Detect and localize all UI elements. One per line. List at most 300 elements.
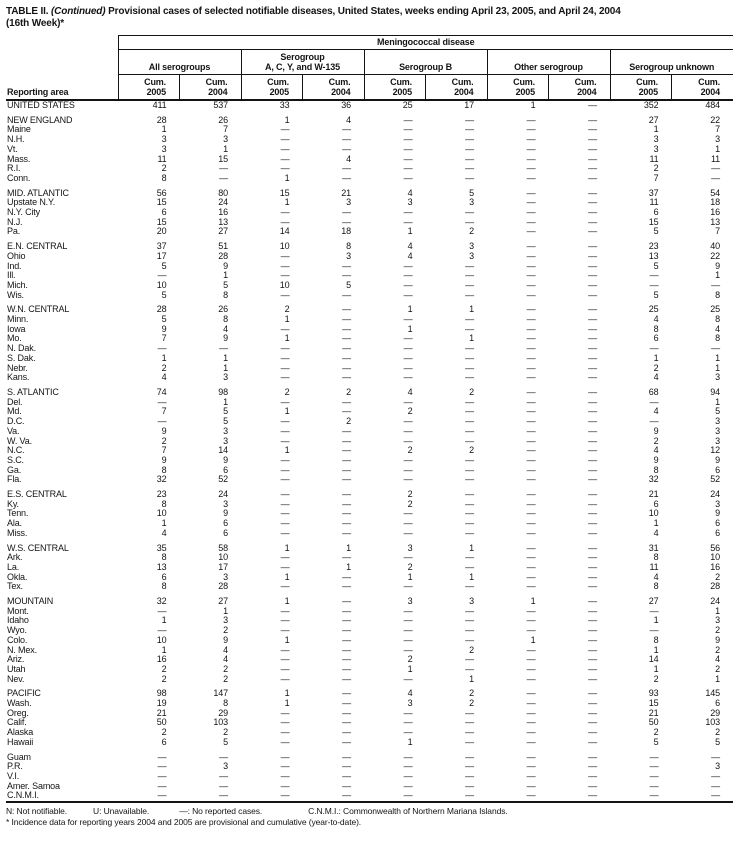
table-row — [6, 446, 733, 456]
value-cell: 8 — [223, 289, 228, 300]
disease-header: Meningococcal disease — [118, 36, 733, 50]
value-cell: 16 — [710, 207, 720, 218]
value-cell: 6 — [161, 207, 167, 218]
value-cell: — — [403, 289, 413, 300]
value-cell: — — [526, 241, 536, 252]
reporting-area-cell: Conn. — [7, 172, 31, 183]
table-row — [6, 262, 733, 272]
value-cell: — — [403, 163, 413, 174]
reporting-area-cell: Maine — [7, 124, 31, 135]
value-cell: 28 — [710, 581, 720, 592]
value-cell: 25 — [710, 304, 720, 315]
table-row — [6, 174, 733, 184]
value-cell: — — [465, 314, 474, 325]
reporting-area-cell: Mo. — [7, 333, 22, 344]
value-cell: 1 — [223, 270, 228, 281]
value-cell: 6 — [161, 736, 167, 747]
value-cell: 1 — [161, 124, 167, 135]
footnote-not-notifiable: N: Not notifiable. — [6, 806, 68, 817]
value-cell: 7 — [161, 445, 167, 456]
value-cell: — — [403, 464, 413, 475]
value-cell: 9 — [161, 323, 167, 334]
value-cell: — — [403, 343, 413, 354]
value-cell: 4 — [223, 323, 228, 334]
value-cell: 17 — [218, 561, 228, 572]
value-cell: — — [649, 279, 659, 290]
value-cell: — — [526, 552, 536, 563]
reporting-area-cell: Mass. — [7, 153, 31, 164]
value-cell: — — [342, 489, 351, 500]
table-row — [6, 164, 733, 174]
value-cell: 8 — [653, 464, 659, 475]
value-cell: 2 — [407, 654, 413, 665]
value-cell: 2 — [346, 416, 351, 427]
reporting-area-cell: Nev. — [7, 673, 25, 684]
value-cell: — — [526, 571, 536, 582]
reporting-area-cell: Kans. — [7, 372, 30, 383]
value-cell: 2 — [407, 498, 413, 509]
value-cell: 28 — [218, 250, 228, 261]
value-cell: — — [280, 454, 290, 465]
table-row — [6, 490, 733, 500]
value-cell: — — [526, 581, 536, 592]
value-cell: 8 — [161, 552, 167, 563]
value-cell: 21 — [648, 489, 659, 500]
value-cell: — — [588, 207, 597, 218]
value-cell: 1 — [161, 518, 167, 529]
value-cell: — — [465, 615, 474, 626]
value-cell: 1 — [469, 673, 474, 684]
table-row — [6, 616, 733, 626]
table-row — [6, 252, 733, 262]
value-cell: — — [403, 352, 413, 363]
value-cell: — — [219, 780, 228, 791]
value-cell: — — [526, 163, 536, 174]
value-cell: — — [465, 134, 474, 145]
value-cell: — — [649, 780, 659, 791]
value-cell: 1 — [530, 596, 536, 607]
value-cell: — — [649, 751, 659, 762]
value-cell: 1 — [161, 644, 167, 655]
value-cell: — — [588, 333, 597, 344]
reporting-area-cell: Hawaii — [7, 736, 34, 747]
value-cell: — — [157, 605, 167, 616]
value-cell: 7 — [161, 333, 167, 344]
table-row — [6, 125, 733, 135]
value-cell: 103 — [213, 717, 228, 728]
table-row — [6, 189, 733, 199]
value-cell: — — [526, 343, 536, 354]
value-cell: — — [588, 134, 597, 145]
value-cell: 1 — [223, 352, 228, 363]
value-cell: — — [280, 289, 290, 300]
value-cell: — — [588, 100, 597, 110]
value-cell: — — [526, 445, 536, 456]
value-cell: — — [280, 717, 290, 728]
value-cell: — — [403, 717, 413, 728]
value-cell: — — [342, 771, 351, 781]
value-cell: — — [588, 688, 597, 699]
value-cell: — — [342, 396, 351, 407]
value-cell: — — [526, 197, 536, 208]
value-cell: — — [342, 663, 351, 674]
value-cell: 1 — [653, 124, 659, 135]
cum-2005-header: Cum. 2005 — [241, 75, 303, 101]
value-cell: 6 — [715, 527, 720, 538]
table-row — [6, 373, 733, 383]
value-cell: — — [465, 216, 474, 227]
value-cell: — — [280, 134, 290, 145]
value-cell: 6 — [653, 207, 659, 218]
footnotes — [6, 806, 733, 828]
value-cell: 4 — [346, 153, 351, 164]
value-cell: 2 — [653, 727, 659, 738]
value-cell: 19 — [156, 698, 167, 709]
footnote-incidence: * Incidence data for reporting years 2004 and 2005 are provisional and cumulative (year-to-date). — [6, 817, 362, 828]
cum-2004-header: Cum. 2004 — [672, 75, 734, 101]
reporting-area-cell: MOUNTAIN — [7, 596, 54, 607]
value-cell: — — [403, 114, 413, 125]
value-cell: 9 — [715, 260, 720, 271]
value-cell: — — [588, 260, 597, 271]
table-row — [6, 500, 733, 510]
value-cell: — — [526, 406, 536, 417]
value-cell: — — [342, 498, 351, 509]
value-cell: 10 — [279, 241, 290, 252]
value-cell: — — [219, 771, 228, 781]
table-row — [6, 325, 733, 335]
value-cell: — — [342, 314, 351, 325]
value-cell: 3 — [161, 134, 167, 145]
value-cell: — — [588, 362, 597, 373]
value-cell: 4 — [715, 654, 720, 665]
value-cell: — — [588, 707, 597, 718]
value-cell: — — [588, 761, 597, 772]
value-cell: — — [588, 771, 597, 781]
table-row — [6, 529, 733, 539]
value-cell: 7 — [653, 172, 659, 183]
value-cell: — — [342, 207, 351, 218]
value-cell: — — [403, 333, 413, 344]
value-cell: 1 — [284, 114, 290, 125]
value-cell: — — [280, 416, 290, 427]
value-cell: — — [588, 717, 597, 728]
value-cell: 3 — [653, 143, 659, 154]
value-cell: 3 — [407, 698, 413, 709]
reporting-area-cell: E.S. CENTRAL — [7, 489, 67, 500]
value-cell: 10 — [156, 508, 167, 519]
value-cell: — — [342, 134, 351, 145]
value-cell: 54 — [710, 187, 720, 198]
reporting-area-cell: Utah — [7, 663, 26, 674]
value-cell: 352 — [643, 100, 659, 110]
value-cell: 52 — [710, 474, 720, 485]
value-cell: 2 — [653, 362, 659, 373]
table-row — [6, 427, 733, 437]
value-cell: 1 — [161, 615, 167, 626]
value-cell: 2 — [469, 688, 474, 699]
value-cell: — — [219, 751, 228, 762]
value-cell: — — [342, 464, 351, 475]
value-cell: 11 — [649, 561, 659, 572]
value-cell: — — [649, 625, 659, 636]
value-cell: — — [465, 489, 474, 500]
value-cell: — — [465, 663, 474, 674]
reporting-area-cell: Wash. — [7, 698, 32, 709]
value-cell: 15 — [279, 187, 290, 198]
value-cell: 25 — [402, 100, 413, 110]
reporting-area-cell: UNITED STATES — [7, 100, 75, 110]
value-cell: 8 — [223, 314, 228, 325]
reporting-area-cell: Pa. — [7, 226, 21, 237]
value-cell: 98 — [156, 688, 167, 699]
value-cell: 29 — [218, 707, 228, 718]
reporting-area-cell: Tenn. — [7, 508, 29, 519]
value-cell: — — [526, 688, 536, 699]
reporting-area-cell: W. Va. — [7, 435, 32, 446]
value-cell: — — [280, 343, 290, 354]
value-cell: — — [649, 761, 659, 772]
value-cell: — — [711, 343, 720, 354]
value-cell: 6 — [223, 527, 228, 538]
value-cell: — — [526, 673, 536, 684]
value-cell: — — [342, 688, 351, 699]
value-cell: — — [157, 416, 167, 427]
value-cell: 1 — [469, 333, 474, 344]
value-cell: 50 — [156, 717, 167, 728]
value-cell: 1 — [284, 688, 290, 699]
value-cell: — — [588, 518, 597, 529]
value-cell: — — [588, 654, 597, 665]
value-cell: 1 — [715, 605, 720, 616]
value-cell: — — [465, 464, 474, 475]
value-cell: — — [280, 644, 290, 655]
value-cell: 1 — [284, 634, 290, 645]
value-cell: — — [588, 304, 597, 315]
value-cell: — — [342, 518, 351, 529]
value-cell: — — [649, 771, 659, 781]
reporting-area-cell: S. Dak. — [7, 352, 36, 363]
page-title — [6, 6, 733, 29]
value-cell: — — [342, 172, 351, 183]
value-cell: — — [588, 596, 597, 607]
value-cell: — — [526, 250, 536, 261]
value-cell: 2 — [653, 163, 659, 174]
value-cell: — — [526, 751, 536, 762]
value-cell: — — [342, 552, 351, 563]
reporting-area-cell: Ala. — [7, 518, 22, 529]
table-row — [6, 344, 733, 354]
value-cell: 2 — [715, 644, 720, 655]
value-cell: 28 — [218, 581, 228, 592]
value-cell: — — [465, 790, 474, 801]
value-cell: 6 — [715, 518, 720, 529]
continued-label: (Continued) — [51, 6, 106, 17]
value-cell: — — [403, 771, 413, 781]
value-cell: — — [465, 761, 474, 772]
value-cell: — — [280, 207, 290, 218]
group-header-serogroup-acyw135: Serogroup A, C, Y, and W-135 — [241, 50, 364, 75]
value-cell: 2 — [223, 625, 228, 636]
value-cell: — — [588, 474, 597, 485]
value-cell: — — [526, 124, 536, 135]
value-cell: 4 — [653, 314, 659, 325]
value-cell: 1 — [469, 542, 474, 553]
value-cell: — — [588, 270, 597, 281]
value-cell: 9 — [161, 454, 167, 465]
value-cell: 13 — [156, 561, 167, 572]
value-cell: 11 — [710, 153, 720, 164]
reporting-area-cell: D.C. — [7, 416, 25, 427]
value-cell: — — [526, 172, 536, 183]
value-cell: 8 — [161, 498, 167, 509]
value-cell: — — [526, 304, 536, 315]
value-cell: — — [465, 654, 474, 665]
value-cell: — — [403, 625, 413, 636]
value-cell: 2 — [161, 673, 167, 684]
reporting-area-cell: Ill. — [7, 270, 16, 281]
reporting-area-cell: Ga. — [7, 464, 22, 475]
value-cell: — — [526, 464, 536, 475]
value-cell: 14 — [218, 445, 228, 456]
value-cell: 32 — [156, 596, 167, 607]
value-cell: 3 — [715, 435, 720, 446]
value-cell: 27 — [218, 596, 228, 607]
value-cell: — — [280, 581, 290, 592]
value-cell: 52 — [218, 474, 228, 485]
reporting-area-cell: Fla. — [7, 474, 22, 485]
reporting-area-cell: Ind. — [7, 260, 22, 271]
reporting-area-cell: Va. — [7, 425, 20, 436]
value-cell: 1 — [653, 615, 659, 626]
value-cell: 58 — [218, 542, 228, 553]
value-cell: — — [403, 172, 413, 183]
reporting-area-cell: Minn. — [7, 314, 29, 325]
reporting-area-cell: Idaho — [7, 615, 29, 626]
value-cell: 3 — [407, 197, 413, 208]
value-cell: — — [588, 727, 597, 738]
group-header-serogroup-unknown: Serogroup unknown — [610, 50, 733, 75]
value-cell: 5 — [161, 260, 167, 271]
value-cell: 11 — [157, 153, 167, 164]
value-cell: — — [526, 362, 536, 373]
reporting-area-cell: Ark. — [7, 552, 23, 563]
value-cell: — — [465, 508, 474, 519]
value-cell: — — [526, 736, 536, 747]
value-cell: — — [526, 498, 536, 509]
value-cell: — — [588, 143, 597, 154]
footnote-no-reported-cases: —: No reported cases. — [179, 806, 263, 817]
value-cell: 2 — [469, 226, 474, 237]
value-cell: — — [280, 323, 290, 334]
value-cell: — — [526, 663, 536, 674]
value-cell: 5 — [653, 289, 659, 300]
value-cell: — — [403, 508, 413, 519]
value-cell: — — [526, 698, 536, 709]
value-cell: 80 — [218, 187, 228, 198]
value-cell: — — [526, 386, 536, 397]
value-cell: 6 — [715, 464, 720, 475]
value-cell: 37 — [648, 187, 659, 198]
value-cell: — — [465, 780, 474, 791]
value-cell: 94 — [710, 386, 720, 397]
value-cell: — — [465, 727, 474, 738]
table-row — [6, 116, 733, 126]
value-cell: — — [588, 489, 597, 500]
value-cell: 24 — [218, 489, 228, 500]
value-cell: — — [465, 153, 474, 164]
value-cell: 8 — [346, 241, 351, 252]
value-cell: — — [649, 396, 659, 407]
value-cell: 36 — [341, 100, 351, 110]
value-cell: — — [465, 435, 474, 446]
value-cell: 1 — [161, 352, 167, 363]
value-cell: — — [403, 207, 413, 218]
value-cell: 2 — [715, 663, 720, 674]
value-cell: — — [403, 279, 413, 290]
value-cell: 1 — [530, 100, 536, 110]
value-cell: 1 — [715, 270, 720, 281]
value-cell: — — [219, 790, 228, 801]
value-cell: 8 — [653, 552, 659, 563]
value-cell: — — [526, 416, 536, 427]
value-cell: — — [588, 114, 597, 125]
value-cell: 1 — [284, 197, 290, 208]
reporting-area-cell: Ky. — [7, 498, 19, 509]
value-cell: 2 — [469, 386, 474, 397]
value-cell: — — [649, 416, 659, 427]
value-cell: — — [649, 343, 659, 354]
value-cell: 2 — [161, 362, 167, 373]
value-cell: — — [403, 362, 413, 373]
value-cell: 4 — [407, 187, 413, 198]
value-cell: 24 — [710, 489, 720, 500]
table-row — [6, 398, 733, 408]
value-cell: — — [219, 172, 228, 183]
reporting-area-cell: N.C. — [7, 445, 25, 456]
table-row — [6, 563, 733, 573]
value-cell: 1 — [346, 542, 351, 553]
value-cell: — — [342, 625, 351, 636]
value-cell: 6 — [653, 333, 659, 344]
value-cell: 2 — [161, 727, 167, 738]
reporting-area-cell: Mich. — [7, 279, 28, 290]
value-cell: — — [403, 605, 413, 616]
value-cell: — — [403, 527, 413, 538]
reporting-area-cell: La. — [7, 561, 20, 572]
value-cell: 13 — [710, 216, 720, 227]
value-cell: — — [588, 163, 597, 174]
value-cell: 1 — [653, 352, 659, 363]
value-cell: — — [465, 552, 474, 563]
value-cell: — — [280, 561, 290, 572]
value-cell: 16 — [710, 561, 720, 572]
reporting-area-cell: R.I. — [7, 163, 21, 174]
table-row — [6, 315, 733, 325]
value-cell: — — [342, 727, 351, 738]
value-cell: — — [588, 386, 597, 397]
value-cell: 15 — [648, 698, 659, 709]
value-cell: — — [588, 542, 597, 553]
value-cell: — — [526, 143, 536, 154]
value-cell: 1 — [530, 634, 536, 645]
value-cell: — — [342, 333, 351, 344]
value-cell: — — [649, 270, 659, 281]
value-cell: 3 — [469, 197, 474, 208]
value-cell: 3 — [161, 143, 167, 154]
reporting-area-cell: N. Dak. — [7, 343, 36, 354]
value-cell: 6 — [223, 518, 228, 529]
